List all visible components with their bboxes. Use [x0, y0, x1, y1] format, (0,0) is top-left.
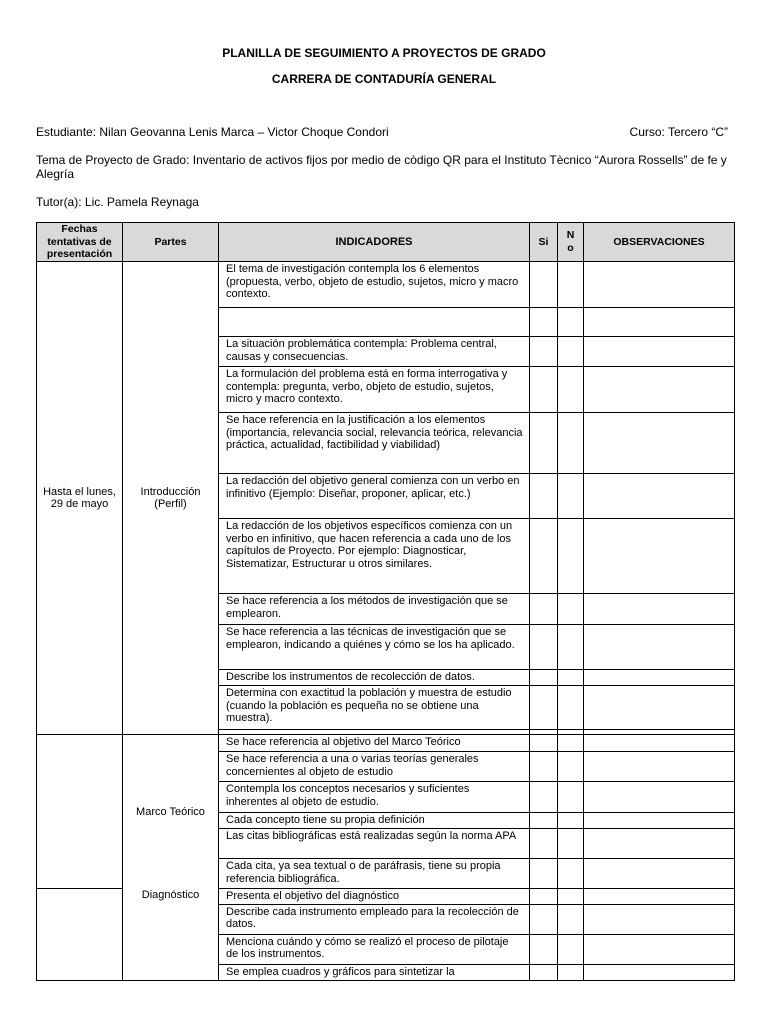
indicator-cell: La formulación del problema está en forma interrogativa y contempla: pregunta, verbo, objeto de estudio, sujetos, micro y macro contexto. [219, 367, 530, 413]
yes-cell[interactable] [530, 413, 558, 474]
header-parts: Partes [123, 223, 219, 262]
topic-line: Tema de Proyecto de Grado: Inventario de activos fijos por medio de còdigo QR para el Instituto Tècnico “Aurora Rossells” de fe y Alegría [36, 153, 727, 181]
indicator-cell: Se emplea cuadros y gráficos para sintetizar la [219, 964, 530, 980]
indicator-cell: Se hace referencia a las técnicas de investigación que se emplearon, indicando a quiénes y cómo se los ha aplicado. [219, 625, 530, 670]
no-cell[interactable] [558, 782, 584, 813]
indicator-cell: Se hace referencia a una o varias teorías generales concernientes al objeto de estudio [219, 752, 530, 782]
course-line: Curso: Tercero “C” [629, 125, 728, 139]
tutor-line: Tutor(a): Lic. Pamela Reynaga [36, 195, 199, 209]
observation-cell[interactable] [584, 474, 735, 519]
no-cell[interactable] [558, 889, 584, 905]
indicator-cell: Se hace referencia en la justificación a los elementos (importancia, relevancia social, relevancia teórica, relevancia práctica, actualidad, factibilidad y viabilidad) [219, 413, 530, 474]
indicator-cell: Cada concepto tiene su propia definición [219, 813, 530, 829]
yes-cell[interactable] [530, 474, 558, 519]
yes-cell[interactable] [530, 625, 558, 670]
observation-cell[interactable] [584, 367, 735, 413]
observation-cell[interactable] [584, 934, 735, 964]
section1-part: Introducción (Perfil) [123, 262, 219, 735]
yes-cell[interactable] [530, 594, 558, 625]
yes-cell[interactable] [530, 337, 558, 367]
indicator-cell: Describe los instrumentos de recolección de datos. [219, 670, 530, 686]
no-cell[interactable] [558, 934, 584, 964]
indicator-cell: Determina con exactitud la población y muestra de estudio (cuando la población es pequeña no se obtiene una muestra). [219, 686, 530, 730]
no-cell[interactable] [558, 594, 584, 625]
header-yes: Si [530, 223, 558, 262]
indicator-cell: Cada cita, ya sea textual o de paráfrasis, tiene su propia referencia bibliográfica. [219, 859, 530, 889]
section1-date: Hasta el lunes, 29 de mayo [37, 262, 123, 735]
indicator-cell: Se hace referencia a los métodos de investigación que se emplearon. [219, 594, 530, 625]
observation-cell[interactable] [584, 625, 735, 670]
observation-cell[interactable] [584, 670, 735, 686]
no-cell[interactable] [558, 413, 584, 474]
yes-cell[interactable] [530, 735, 558, 752]
indicator-cell: Presenta el objetivo del diagnóstico [219, 889, 530, 905]
tracking-table [36, 222, 735, 981]
yes-cell[interactable] [530, 782, 558, 813]
indicator-cell: La redacción del objetivo general comienza con un verbo en infinitivo (Ejemplo: Diseñar, proponer, aplicar, etc.) [219, 474, 530, 519]
indicator-cell: La redacción de los objetivos específicos comienza con un verbo en infinitivo, que hacen referencia a cada uno de los capítulos de Proyecto. Por ejemplo: Diagnosticar, Sistematizar, Estructurar u otros similares. [219, 519, 530, 594]
table-row [37, 262, 735, 308]
indicator-cell: El tema de investigación contempla los 6 elementos (propuesta, verbo, objeto de estudio, sujetos, micro y macro contexto. [219, 262, 530, 308]
indicator-cell: Se hace referencia al objetivo del Marco Teórico [219, 735, 530, 752]
student-line: Estudiante: Nilan Geovanna Lenis Marca – Victor Choque Condori [36, 125, 389, 139]
indicator-cell: Describe cada instrumento empleado para la recolección de datos. [219, 904, 530, 934]
no-cell[interactable] [558, 752, 584, 782]
yes-cell[interactable] [530, 829, 558, 859]
no-cell[interactable] [558, 735, 584, 752]
observation-cell[interactable] [584, 308, 735, 337]
observation-cell[interactable] [584, 904, 735, 934]
observation-cell[interactable] [584, 752, 735, 782]
observation-cell[interactable] [584, 262, 735, 308]
observation-cell[interactable] [584, 413, 735, 474]
observation-cell[interactable] [584, 829, 735, 859]
header-indicators: INDICADORES [219, 223, 530, 262]
section3-date [37, 889, 123, 981]
yes-cell[interactable] [530, 262, 558, 308]
yes-cell[interactable] [530, 686, 558, 730]
observation-cell[interactable] [584, 813, 735, 829]
no-cell[interactable] [558, 474, 584, 519]
observation-cell[interactable] [584, 782, 735, 813]
no-cell[interactable] [558, 859, 584, 889]
no-cell[interactable] [558, 670, 584, 686]
indicator-cell: La situación problemática contempla: Problema central, causas y consecuencias. [219, 337, 530, 367]
observation-cell[interactable] [584, 337, 735, 367]
indicator-cell: Las citas bibliográficas está realizadas según la norma APA [219, 829, 530, 859]
observation-cell[interactable] [584, 594, 735, 625]
section2-date [37, 735, 123, 889]
observation-cell[interactable] [584, 859, 735, 889]
header-no: No [558, 223, 584, 262]
yes-cell[interactable] [530, 813, 558, 829]
section2-part-marco: Marco Teórico [123, 735, 219, 889]
observation-cell[interactable] [584, 735, 735, 752]
yes-cell[interactable] [530, 859, 558, 889]
yes-cell[interactable] [530, 889, 558, 905]
indicator-cell: Contempla los conceptos necesarios y suficientes inherentes al objeto de estudio. [219, 782, 530, 813]
table-row [37, 735, 735, 752]
observation-cell[interactable] [584, 519, 735, 594]
document-subtitle: CARRERA DE CONTADURÍA GENERAL [271, 72, 497, 86]
yes-cell[interactable] [530, 934, 558, 964]
indicator-cell [219, 308, 530, 337]
yes-cell[interactable] [530, 752, 558, 782]
no-cell[interactable] [558, 308, 584, 337]
no-cell[interactable] [558, 625, 584, 670]
yes-cell[interactable] [530, 308, 558, 337]
no-cell[interactable] [558, 964, 584, 980]
no-cell[interactable] [558, 519, 584, 594]
document-title: PLANILLA DE SEGUIMIENTO A PROYECTOS DE GRADO [222, 46, 546, 60]
yes-cell[interactable] [530, 670, 558, 686]
no-cell[interactable] [558, 904, 584, 934]
no-cell[interactable] [558, 367, 584, 413]
no-cell[interactable] [558, 813, 584, 829]
no-cell[interactable] [558, 262, 584, 308]
header-observations: OBSERVACIONES [584, 223, 735, 262]
observation-cell[interactable] [584, 686, 735, 730]
no-cell[interactable] [558, 829, 584, 859]
indicator-cell: Menciona cuándo y cómo se realizó el proceso de pilotaje de los instrumentos. [219, 934, 530, 964]
table-row [37, 889, 735, 905]
section2-part-diag: Diagnóstico [123, 889, 219, 981]
yes-cell[interactable] [530, 964, 558, 980]
yes-cell[interactable] [530, 367, 558, 413]
observation-cell[interactable] [584, 889, 735, 905]
observation-cell[interactable] [584, 964, 735, 980]
yes-cell[interactable] [530, 519, 558, 594]
no-cell[interactable] [558, 337, 584, 367]
yes-cell[interactable] [530, 904, 558, 934]
no-cell[interactable] [558, 686, 584, 730]
header-dates: Fechas tentativas de presentación [37, 223, 123, 262]
